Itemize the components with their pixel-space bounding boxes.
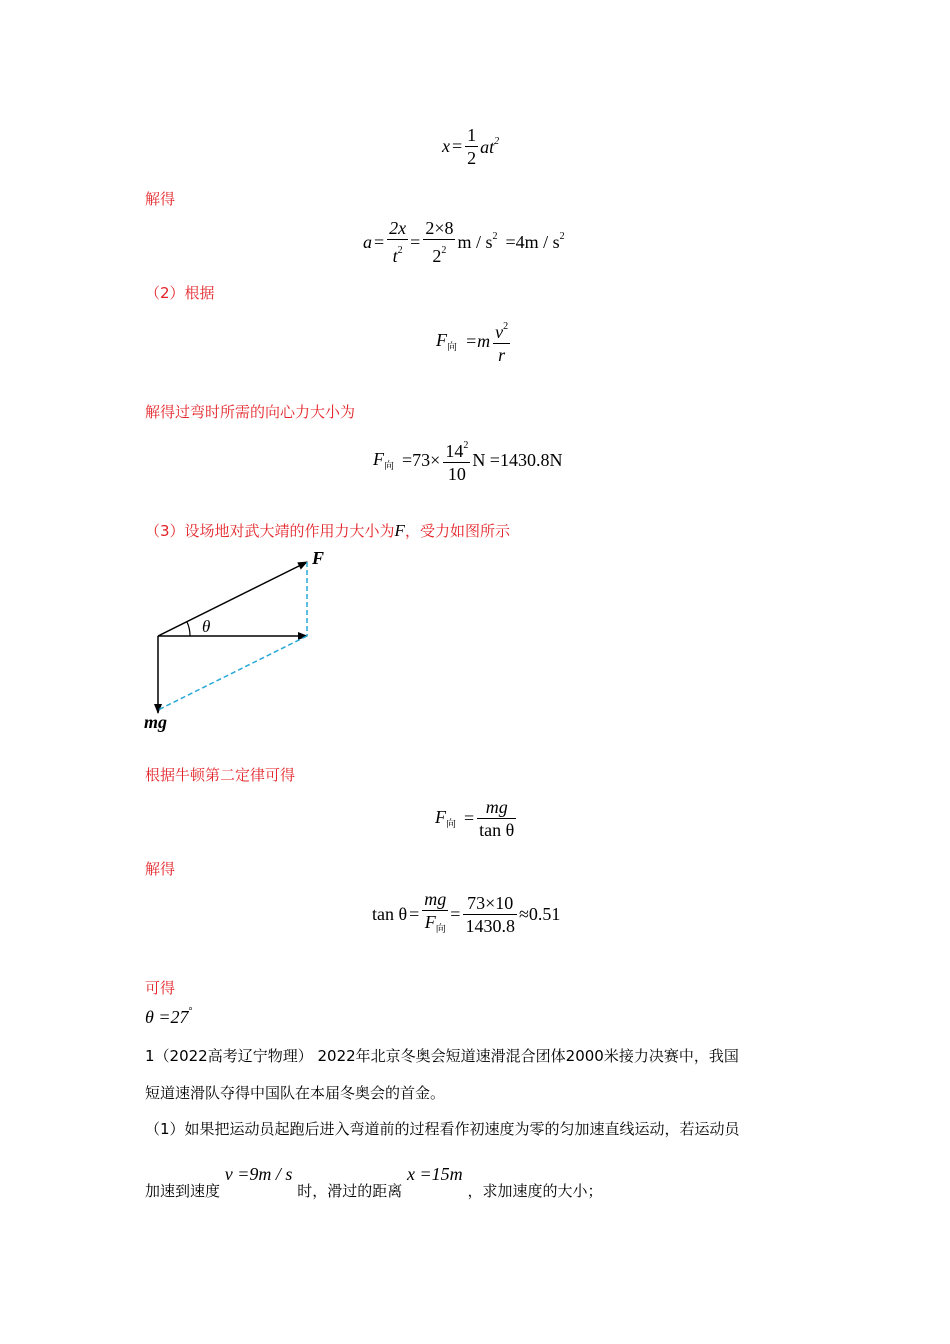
label-step-3-var: F	[394, 521, 405, 540]
eq3-sub: 向	[447, 341, 457, 353]
eq6-den1-sub: 向	[435, 924, 446, 935]
label-jiede-1: 解得	[145, 190, 176, 208]
label-kede: 可得	[145, 979, 176, 997]
eq6-rhs: ≈0.51	[518, 904, 561, 924]
eq4-den: 10	[447, 464, 466, 484]
eq5-lhs-wrap	[435, 807, 456, 830]
eq1-denominator: 2	[467, 148, 477, 168]
angle-arc	[187, 622, 190, 636]
eq6-den2: 1430.8	[465, 916, 515, 936]
label-step-3-b: ，受力如图所示	[404, 522, 510, 540]
resultant-force-arrow	[158, 562, 307, 636]
problem-line-2: 短道速滑队夺得中国队在本届冬奥会的首金。	[145, 1084, 446, 1102]
equation-displacement	[442, 124, 501, 169]
force-diagram	[140, 545, 340, 740]
eq4-num: 14	[445, 441, 464, 461]
eq2-unit1: m / s	[457, 232, 493, 252]
eq2-result: =4m / s	[505, 232, 560, 252]
label-newton: 根据牛顿第二定律可得	[145, 766, 296, 784]
equation-force-value	[373, 435, 564, 485]
eq6-fraction-1	[422, 888, 448, 941]
equation-acceleration	[363, 217, 567, 267]
label-step-3-a: （3）设场地对武大靖的作用力大小为	[145, 522, 395, 540]
equation-tan-theta	[372, 888, 562, 941]
label-F: F	[312, 548, 325, 568]
eq5-sub: 向	[446, 819, 456, 830]
eq3-lhs: F	[436, 329, 447, 350]
eq2-unit1-pow: 2	[492, 231, 498, 242]
eq7-text: θ =27	[145, 1007, 189, 1027]
eq6-den1-wrap	[422, 911, 448, 941]
eq1-rhs	[480, 136, 499, 158]
eq5-num: mg	[477, 796, 516, 819]
label-jiede-2: 解得	[145, 860, 176, 878]
eq4-fraction	[443, 435, 470, 485]
eq2-den2-pow: 2	[441, 245, 447, 256]
eq1-fraction	[465, 124, 478, 169]
eq6-num1: mg	[424, 889, 447, 909]
eq2-equals-2: =	[410, 231, 421, 252]
eq6-equals-2: =	[450, 904, 461, 924]
eq4-equals: =73×	[402, 449, 441, 470]
problem-line-4-b: 时，滑过的距离	[297, 1182, 403, 1200]
label-step-2: （2）根据	[145, 284, 215, 302]
eq4-lhs: F	[373, 448, 384, 469]
eq6-equals-1: =	[409, 904, 420, 924]
eq7-degree: °	[188, 1006, 193, 1017]
eq6-den1: F	[424, 912, 436, 932]
eq5-equals: =	[464, 808, 475, 828]
label-theta: θ	[202, 617, 211, 636]
problem-velocity: v =9m / s	[224, 1164, 293, 1184]
eq3-num-wrap	[493, 316, 510, 344]
eq1-numerator: 1	[467, 125, 477, 145]
eq3-equals: =m	[465, 330, 491, 351]
eq5-fraction	[477, 796, 516, 841]
eq1-rhs-text: at	[480, 136, 495, 157]
eq1-equals: =	[452, 136, 463, 156]
eq2-unit2-pow: 2	[559, 231, 565, 242]
eq2-den2-wrap	[423, 240, 455, 267]
eq4-num-pow: 2	[463, 440, 469, 451]
eq1-exponent: 2	[494, 135, 500, 147]
equation-centripetal	[436, 316, 512, 366]
eq2-fraction-1	[387, 217, 408, 267]
label-mg: mg	[144, 712, 168, 732]
eq4-num-wrap	[443, 435, 470, 463]
problem-line-4-c: ，求加速度的大小；	[467, 1182, 603, 1200]
eq5-den: tan θ	[479, 820, 515, 840]
eq4-sub: 向	[384, 460, 394, 472]
eq1-lhs: x	[442, 136, 450, 156]
eq2-fraction-2	[423, 217, 455, 267]
eq6-fraction-2	[463, 892, 517, 937]
problem-line-4	[145, 1164, 602, 1204]
eq2-unit1-wrap	[457, 231, 497, 253]
eq2-num1: 2x	[389, 218, 407, 238]
eq3-fraction	[493, 316, 510, 366]
eq3-lhs-wrap	[436, 330, 457, 353]
eq6-num2: 73×10	[463, 892, 517, 915]
eq2-num2: 2×8	[425, 218, 454, 238]
eq3-num: v	[495, 322, 504, 342]
problem-line-3: （1）如果把运动员起跑后进入弯道前的过程看作初速度为零的匀加速直线运动，若运动员	[145, 1120, 740, 1138]
eq2-den2: 2	[432, 246, 442, 266]
eq6-lhs: tan θ	[372, 904, 408, 924]
equation-newton	[435, 796, 518, 841]
dashed-diagonal-line	[158, 636, 307, 710]
problem-distance: x =15m	[407, 1164, 463, 1184]
eq2-den1: t	[392, 246, 398, 266]
equation-theta-result	[145, 1006, 193, 1028]
eq3-den: r	[498, 345, 506, 365]
problem-line-4-a: 加速到速度	[145, 1182, 221, 1200]
eq2-den1-wrap	[387, 240, 408, 267]
eq5-lhs: F	[435, 807, 446, 827]
eq2-result-wrap	[505, 231, 564, 253]
eq4-rhs: N =1430.8N	[472, 449, 563, 470]
eq2-den1-pow: 2	[397, 245, 403, 256]
problem-line-1: 1（2022高考辽宁物理） 2022年北京冬奥会短道速滑混合团体2000米接力决赛中，我国	[145, 1047, 739, 1065]
label-step-2-result: 解得过弯时所需的向心力大小为	[145, 403, 356, 421]
eq3-num-pow: 2	[503, 321, 509, 332]
eq2-lhs: a	[363, 231, 372, 252]
eq2-equals-1: =	[374, 231, 385, 252]
eq4-lhs-wrap	[373, 449, 394, 472]
label-step-3	[145, 520, 510, 541]
